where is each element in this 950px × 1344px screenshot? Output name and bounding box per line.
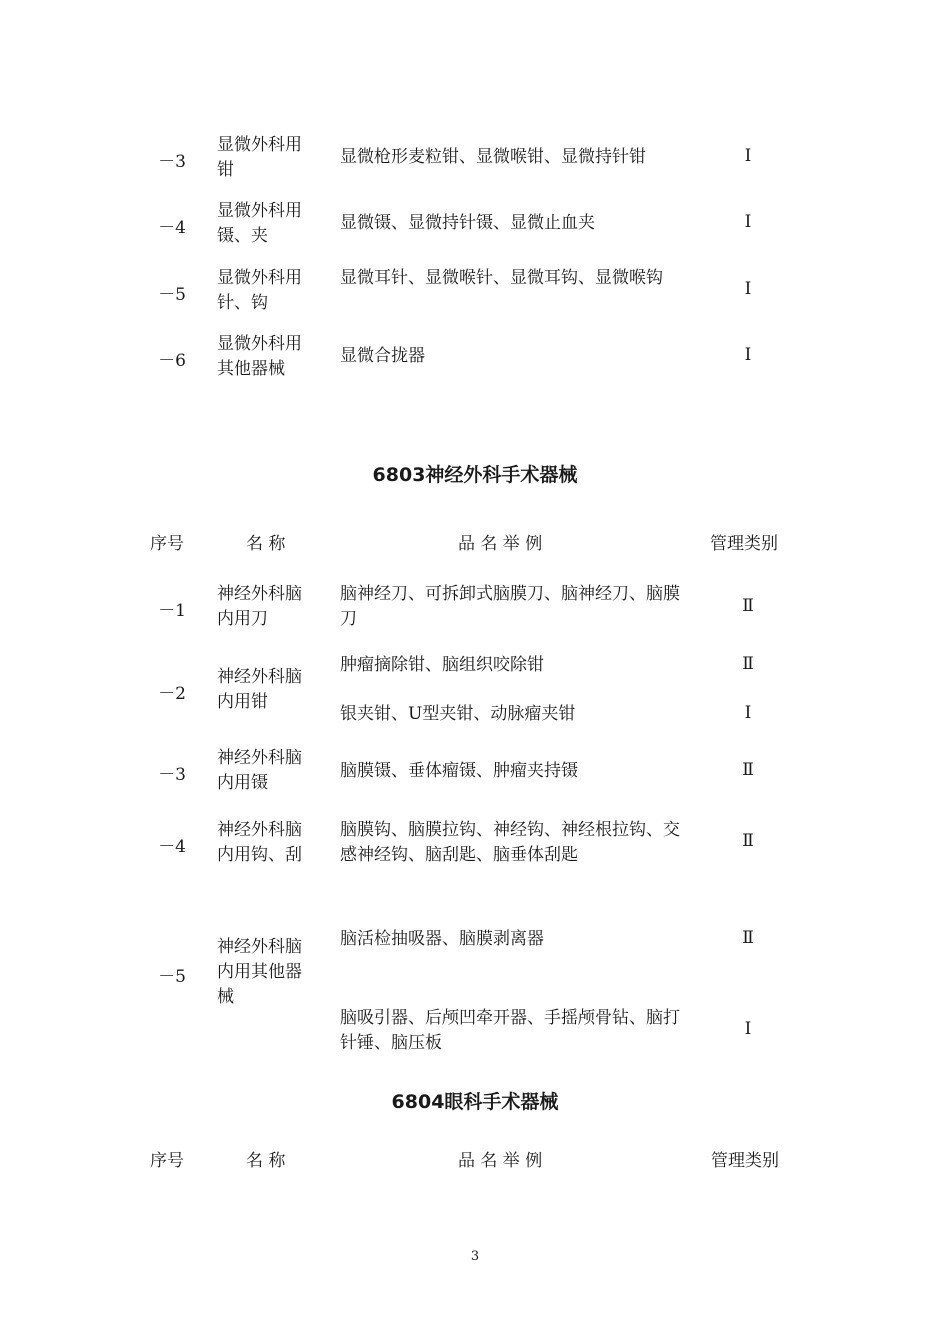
header-name: 名 称	[246, 1151, 286, 1171]
item-name: 神经外科脑内用钩、刮	[217, 820, 302, 865]
item-name: 显微外科用镊、夹	[217, 201, 302, 246]
item-name: 神经外科脑内用其他器械	[217, 937, 302, 1007]
item-name: 神经外科脑内用刀	[217, 584, 302, 629]
header-examples: 品 名 举 例	[458, 1151, 543, 1171]
item-examples: 显微合拢器	[340, 346, 425, 366]
seq: －5	[158, 285, 186, 305]
item-name: 神经外科脑内用镊	[217, 748, 302, 793]
header-name: 名 称	[246, 534, 286, 554]
item-name: 显微外科用其他器械	[217, 334, 302, 379]
management-class: Ⅰ	[744, 146, 752, 166]
section-title-6804: 6804眼科手术器械	[391, 1091, 559, 1113]
header-class: 管理类别	[710, 534, 778, 554]
management-class: Ⅰ	[744, 212, 752, 232]
seq: －1	[158, 601, 186, 621]
item-examples: 脑神经刀、可拆卸式脑膜刀、脑神经刀、脑膜刀	[340, 584, 680, 629]
item-name: 神经外科脑内用钳	[217, 667, 302, 712]
management-class: Ⅱ	[742, 928, 754, 948]
item-examples: 显微枪形麦粒钳、显微喉钳、显微持针钳	[340, 147, 646, 167]
item-examples: 脑吸引器、后颅凹牵开器、手摇颅骨钻、脑打针锤、脑压板	[340, 1008, 680, 1053]
item-name: 显微外科用针、钩	[217, 268, 302, 313]
seq: －2	[158, 684, 186, 704]
item-examples: 银夹钳、U型夹钳、动脉瘤夹钳	[340, 704, 576, 724]
page-number: 3	[470, 1249, 480, 1264]
item-examples: 脑活检抽吸器、脑膜剥离器	[340, 929, 544, 949]
management-class: Ⅱ	[742, 760, 754, 780]
item-examples: 脑膜镊、垂体瘤镊、肿瘤夹持镊	[340, 761, 578, 781]
seq: －5	[158, 967, 186, 987]
management-class: Ⅱ	[742, 831, 754, 851]
item-examples: 显微镊、显微持针镊、显微止血夹	[340, 213, 595, 233]
management-class: Ⅰ	[744, 345, 752, 365]
management-class: Ⅱ	[742, 596, 754, 616]
management-class: Ⅰ	[744, 703, 752, 723]
seq: －4	[158, 837, 186, 857]
section-title-6803: 6803神经外科手术器械	[372, 464, 578, 486]
management-class: Ⅰ	[744, 1019, 752, 1039]
seq: －4	[158, 218, 186, 238]
management-class: Ⅱ	[742, 654, 754, 674]
header-seq: 序号	[150, 1151, 184, 1171]
item-examples: 显微耳针、显微喉针、显微耳钩、显微喉钩	[340, 268, 663, 288]
item-examples: 肿瘤摘除钳、脑组织咬除钳	[340, 655, 544, 675]
header-class: 管理类别	[711, 1151, 779, 1171]
item-name: 显微外科用钳	[217, 135, 302, 180]
seq: －3	[158, 152, 186, 172]
header-examples: 品 名 举 例	[458, 534, 543, 554]
management-class: Ⅰ	[744, 279, 752, 299]
seq: －6	[158, 351, 186, 371]
header-seq: 序号	[150, 534, 184, 554]
item-examples: 脑膜钩、脑膜拉钩、神经钩、神经根拉钩、交感神经钩、脑刮匙、脑垂体刮匙	[340, 820, 680, 865]
seq: －3	[158, 765, 186, 785]
